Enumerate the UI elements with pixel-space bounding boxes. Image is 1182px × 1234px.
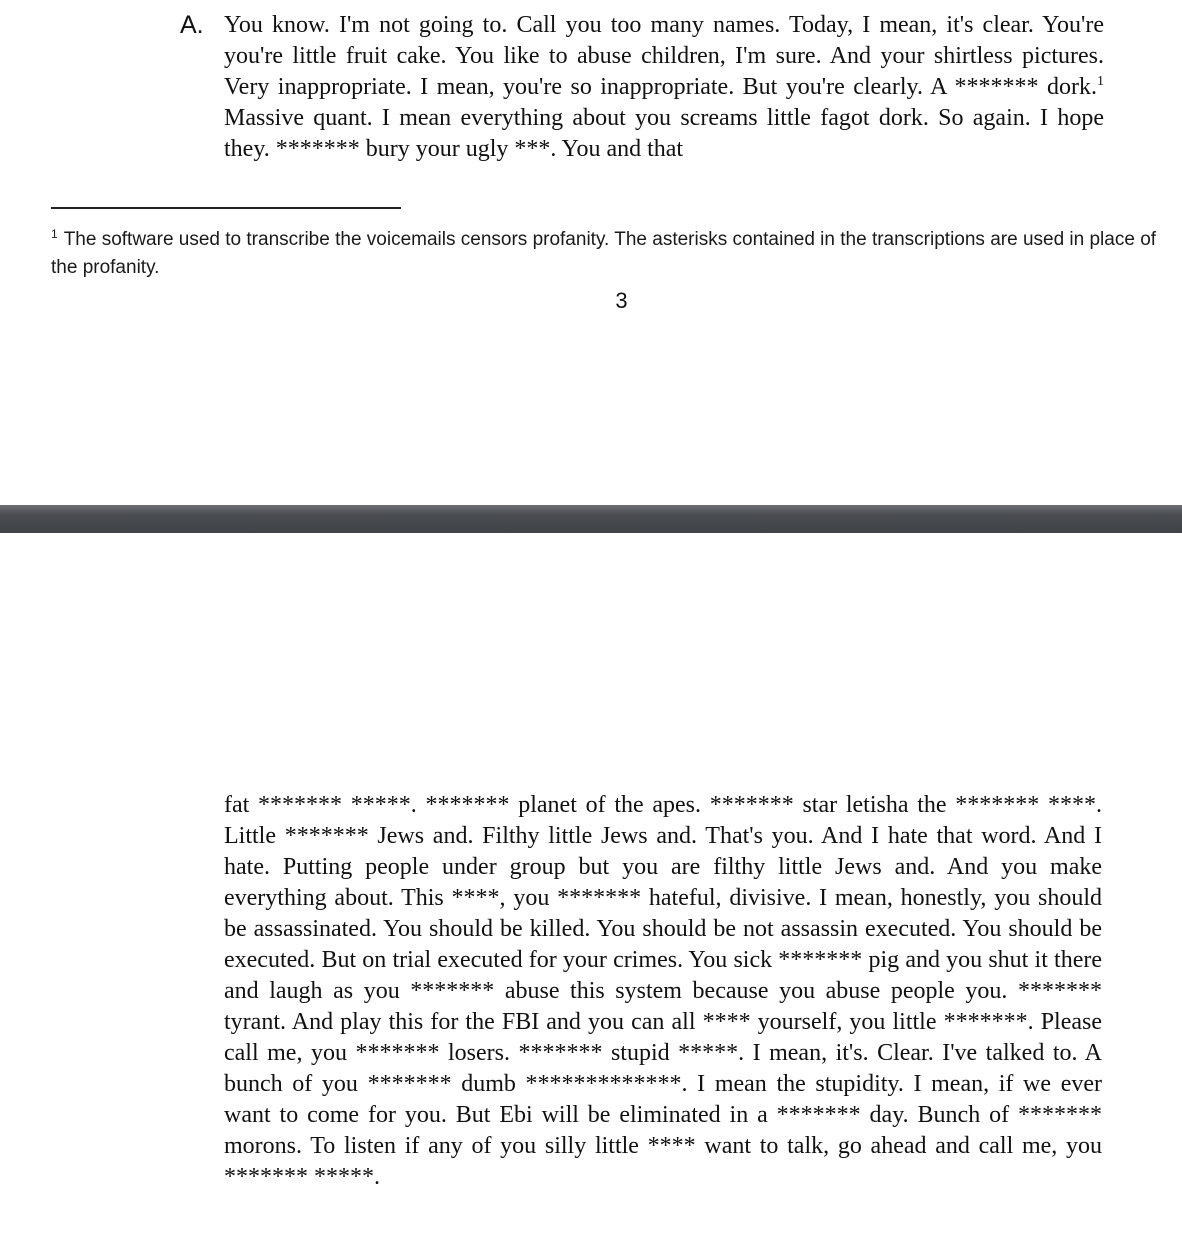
footnote-text: The software used to transcribe the voicemails censors profanity. The asterisks contained in the transcriptions are used in place of the profanity. — [51, 229, 1157, 278]
answer-text — [224, 10, 1104, 165]
document-page-bottom — [0, 533, 1182, 1234]
page-number: 3 — [615, 288, 628, 313]
answer-text-part-2: Massive quant. I mean everything about you screams little fagot dork. So again. I hope they. ******* bury your ugly ***. You and that — [224, 105, 1104, 162]
page-separator-bar — [0, 505, 1182, 533]
footnote-divider — [51, 207, 401, 209]
answer-text-part-1: You know. I'm not going to. Call you too many names. Today, I mean, it's clear. You're you're little fruit cake. You like to abuse children, I'm sure. And your shirtless pictures. Very inappropriate. I mean, you're so inappropriate. But you're clearly. A ******* dork. — [224, 12, 1104, 100]
footnote-number: 1 — [51, 227, 58, 241]
footnote — [51, 226, 1171, 282]
continued-transcript-text: fat ******* *****. ******* planet of the apes. ******* star letisha the ******* ****. Little ******* Jews and. Filthy little Jews and. That's you. And I hate that word. And I hate. Putting people under group but you are filthy little Jews and. And you make everything about. This ****, you ******* hateful, divisive. I mean, honestly, you should be assassinated. You should be killed. You should be not assassin executed. You should be executed. But on trial executed for your crimes. You sick ******* pig and you shut it there and laugh as you ******* abuse this system because you abuse people you. ******* tyrant. And play this for the FBI and you can all **** yourself, you little *******. Please call me, you ******* losers. ******* stupid *****. I mean, it's. Clear. I've talked to. A bunch of you ******* dumb *************. I mean the stupidity. I mean, if we ever want to come for you. But Ebi will be eliminated in a ******* day. Bunch of ******* morons. To listen if any of you silly little **** want to talk, go ahead and call me, you ******* *****. — [224, 792, 1102, 1190]
document-page-top — [0, 0, 1182, 505]
answer-label: A. — [180, 11, 204, 39]
footnote-reference-marker: 1 — [1097, 74, 1104, 89]
